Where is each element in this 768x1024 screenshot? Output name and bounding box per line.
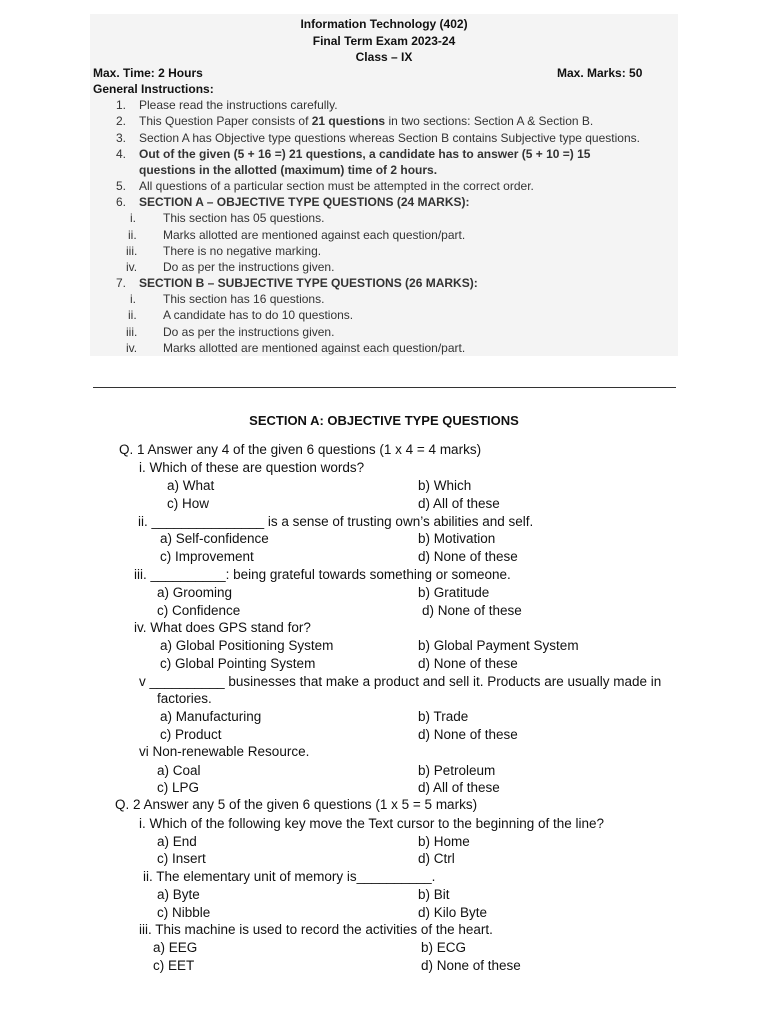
instructions-heading: General Instructions: xyxy=(93,82,214,96)
section-a-note-2: Marks allotted are mentioned against each question/part. xyxy=(163,228,466,242)
option: d) None of these xyxy=(421,958,521,973)
sub-number: iv. xyxy=(126,341,138,355)
option: c) How xyxy=(167,496,210,511)
instruction-3: Section A has Objective type questions whereas Section B contains Subjective type questions. xyxy=(139,131,640,145)
option: d) Ctrl xyxy=(418,851,455,866)
instruction-number: 6. xyxy=(116,195,127,209)
instruction-number: 1. xyxy=(116,98,127,112)
sub-number: i. xyxy=(130,292,136,306)
question-2: Q. 2 Answer any 5 of the given 6 questions (1 x 5 = 5 marks) xyxy=(115,797,478,812)
section-b-note-2: A candidate has to do 10 questions. xyxy=(163,308,354,322)
option: a) Global Positioning System xyxy=(160,638,334,653)
option: d) None of these xyxy=(418,656,518,671)
section-b-note-4: Marks allotted are mentioned against each question/part. xyxy=(163,341,466,355)
q1-part-iii: iii. __________: being grateful towards something or someone. xyxy=(134,567,511,582)
option: a) End xyxy=(157,834,197,849)
q2-part-iii: iii. This machine is used to record the activities of the heart. xyxy=(139,922,493,937)
instruction-number: 4. xyxy=(116,147,127,161)
option: b) Petroleum xyxy=(418,763,496,778)
instruction-7-section-b: SECTION B – SUBJECTIVE TYPE QUESTIONS (26 MARKS): xyxy=(139,276,478,290)
option: c) Nibble xyxy=(157,905,211,920)
instruction-number: 7. xyxy=(116,276,127,290)
option: d) Kilo Byte xyxy=(418,905,488,920)
section-a-note-1: This section has 05 questions. xyxy=(163,211,325,225)
divider xyxy=(93,387,676,388)
section-a-heading: SECTION A: OBJECTIVE TYPE QUESTIONS xyxy=(249,413,519,428)
section-a-note-4: Do as per the instructions given. xyxy=(163,260,335,274)
option: a) Grooming xyxy=(157,585,233,600)
option: a) Manufacturing xyxy=(160,709,262,724)
option: c) Confidence xyxy=(157,603,241,618)
option: a) What xyxy=(167,478,215,493)
max-time: Max. Time: 2 Hours xyxy=(93,66,203,80)
option: b) Global Payment System xyxy=(418,638,579,653)
instruction-6-section-a: SECTION A – OBJECTIVE TYPE QUESTIONS (24 MARKS): xyxy=(139,195,470,209)
instruction-number: 2. xyxy=(116,114,127,128)
option: b) Gratitude xyxy=(418,585,490,600)
q1-part-iv: iv. What does GPS stand for? xyxy=(134,620,311,635)
instruction-4-line-2: questions in the allotted (maximum) time of 2 hours. xyxy=(139,163,438,177)
max-marks: Max. Marks: 50 xyxy=(557,66,643,80)
q2-part-i: i. Which of the following key move the Text cursor to the beginning of the line? xyxy=(139,816,605,831)
q1-part-v-line-2: factories. xyxy=(157,691,212,706)
section-b-note-1: This section has 16 questions. xyxy=(163,292,325,306)
q2-part-ii: ii. The elementary unit of memory is__________. xyxy=(143,869,436,884)
instruction-4-line-1: Out of the given (5 + 16 =) 21 questions, a candidate has to answer (5 + 10 =) 15 xyxy=(139,147,591,161)
option: c) Global Pointing System xyxy=(160,656,316,671)
exam-name: Final Term Exam 2023-24 xyxy=(312,34,456,48)
option: a) Self-confidence xyxy=(160,531,269,546)
section-b-note-3: Do as per the instructions given. xyxy=(163,325,335,339)
option: b) Bit xyxy=(418,887,450,902)
option: d) All of these xyxy=(418,780,500,795)
instruction-5: All questions of a particular section must be attempted in the correct order. xyxy=(139,179,534,193)
option: d) All of these xyxy=(418,496,500,511)
section-a-note-3: There is no negative marking. xyxy=(163,244,322,258)
q1-part-vi: vi Non-renewable Resource. xyxy=(139,744,310,759)
paper-title: Information Technology (402) xyxy=(300,17,468,31)
option: d) None of these xyxy=(418,727,518,742)
option: b) ECG xyxy=(421,940,467,955)
option: c) Product xyxy=(160,727,222,742)
sub-number: i. xyxy=(130,211,136,225)
q1-part-v-line-1: v __________ businesses that make a product and sell it. Products are usually made in xyxy=(139,674,662,689)
option: b) Trade xyxy=(418,709,469,724)
sub-number: iv. xyxy=(126,260,138,274)
option: c) EET xyxy=(153,958,195,973)
class-label: Class – IX xyxy=(355,50,413,64)
option: b) Which xyxy=(418,478,472,493)
instruction-number: 3. xyxy=(116,131,127,145)
option: a) EEG xyxy=(153,940,198,955)
instruction-2: This Question Paper consists of 21 questions in two sections: Section A & Section B. xyxy=(139,114,594,128)
sub-number: ii. xyxy=(128,228,137,242)
instruction-number: 5. xyxy=(116,179,127,193)
question-1: Q. 1 Answer any 4 of the given 6 questions (1 x 4 = 4 marks) xyxy=(119,442,482,457)
option: d) None of these xyxy=(418,549,518,564)
instruction-1: Please read the instructions carefully. xyxy=(139,98,338,112)
sub-number: ii. xyxy=(128,308,137,322)
option: b) Motivation xyxy=(418,531,496,546)
option: b) Home xyxy=(418,834,470,849)
option: c) Improvement xyxy=(160,549,254,564)
q1-part-i: i. Which of these are question words? xyxy=(139,460,365,475)
option: d) None of these xyxy=(422,603,522,618)
option: c) Insert xyxy=(157,851,206,866)
option: a) Byte xyxy=(157,887,200,902)
sub-number: iii. xyxy=(126,244,138,258)
option: a) Coal xyxy=(157,763,201,778)
q1-part-ii: ii. _______________ is a sense of trusting own’s abilities and self. xyxy=(138,514,534,529)
sub-number: iii. xyxy=(126,325,138,339)
option: c) LPG xyxy=(157,780,200,795)
